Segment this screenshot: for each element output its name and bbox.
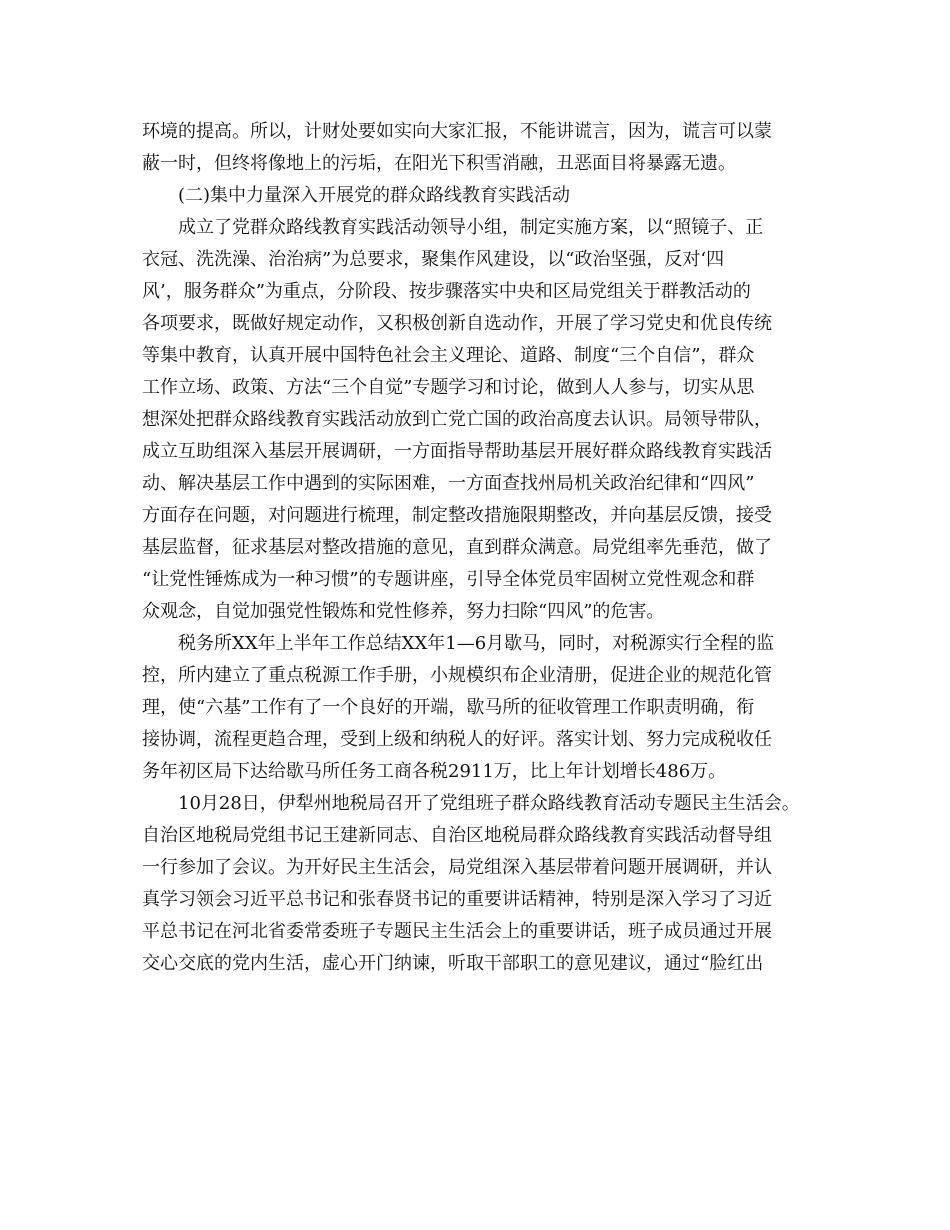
text-line: 风’，服务群众”为重点，分阶段、按步骤落实中央和区局党组关于群教活动的 bbox=[142, 281, 751, 302]
text-line: 交心交底的党内生活，虚心开门纳谏，听取干部职工的意见建议，通过“脸红出 bbox=[142, 953, 764, 974]
text-line: 动、解决基层工作中遇到的实际困难，一方面查找州局机关政治纪律和“四风” bbox=[142, 473, 755, 494]
text-line: 想深处把群众路线教育实践活动放到亡党亡国的政治高度去认识。局领导带队， bbox=[142, 409, 772, 430]
text-line: 成立互助组深入基层开展调研，一方面指导帮助基层开展好群众路线教育实践活 bbox=[142, 441, 772, 462]
text-line: 等集中教育，认真开展中国特色社会主义理论、道路、制度“三个自信”，群众 bbox=[142, 345, 755, 366]
text-line: “让党性锤炼成为一种习惯”的专题讲座，引导全体党员牢固树立党性观念和群 bbox=[142, 569, 755, 590]
text-line: 理，使“六基”工作有了一个良好的开端，歇马所的征收管理工作职责明确，衔 bbox=[142, 697, 755, 718]
text-line: 众观念，自觉加强党性锻炼和党性修养，努力扫除“四风”的危害。 bbox=[142, 601, 665, 622]
text-line: 真学习领会习近平总书记和张春贤书记的重要讲话精神，特别是深入学习了习近 bbox=[142, 889, 772, 910]
paragraph-first-line: 10月28日，伊犁州地税局召开了党组班子群众路线教育活动专题民主生活会。 bbox=[178, 793, 800, 814]
text-line: 工作立场、政策、方法“三个自觉”专题学习和讨论，做到人人参与，切实从思 bbox=[142, 377, 755, 398]
text-line: 务年初区局下达给歇马所任务工商各税2911万，比上年计划增长486万。 bbox=[142, 761, 727, 782]
text-line: 控，所内建立了重点税源工作手册，小规模织布企业清册，促进企业的规范化管 bbox=[142, 665, 772, 686]
text-line: 衣冠、洗洗澡、治治病”为总要求，聚集作风建设，以“政治坚强，反对‘四 bbox=[142, 249, 725, 270]
paragraph-first-line: 成立了党群众路线教育实践活动领导小组，制定实施方案，以“照镜子、正 bbox=[178, 217, 764, 238]
document-body bbox=[142, 116, 812, 980]
text-line: 自治区地税局党组书记王建新同志、自治区地税局群众路线教育实践活动督导组 bbox=[142, 825, 772, 846]
paragraph-first-line: 税务所XX年上半年工作总结XX年1—6月歇马，同时，对税源实行全程的监 bbox=[178, 633, 775, 654]
text-line: 平总书记在河北省委常委班子专题民主生活会上的重要讲话，班子成员通过开展 bbox=[142, 921, 772, 942]
text-line: 一行参加了会议。为开好民主生活会，局党组深入基层带着问题开展调研，并认 bbox=[142, 857, 772, 878]
text-line: 基层监督，征求基层对整改措施的意见，直到群众满意。局党组率先垂范，做了 bbox=[142, 537, 772, 558]
text-line: 接协调，流程更趋合理，受到上级和纳税人的好评。落实计划、努力完成税收任 bbox=[142, 729, 772, 750]
text-line: 各项要求，既做好规定动作，又积极创新自选动作，开展了学习党史和优良传统 bbox=[142, 313, 772, 334]
paragraph-first-line: (二)集中力量深入开展党的群众路线教育实践活动 bbox=[178, 185, 571, 206]
text-line: 蔽一时，但终将像地上的污垢，在阳光下积雪消融，丑恶面目将暴露无遗。 bbox=[142, 153, 736, 174]
text-line: 环境的提高。所以，计财处要如实向大家汇报，不能讲谎言，因为，谎言可以蒙 bbox=[142, 121, 772, 142]
text-line: 方面存在问题，对问题进行梳理，制定整改措施限期整改，并向基层反馈，接受 bbox=[142, 505, 772, 526]
